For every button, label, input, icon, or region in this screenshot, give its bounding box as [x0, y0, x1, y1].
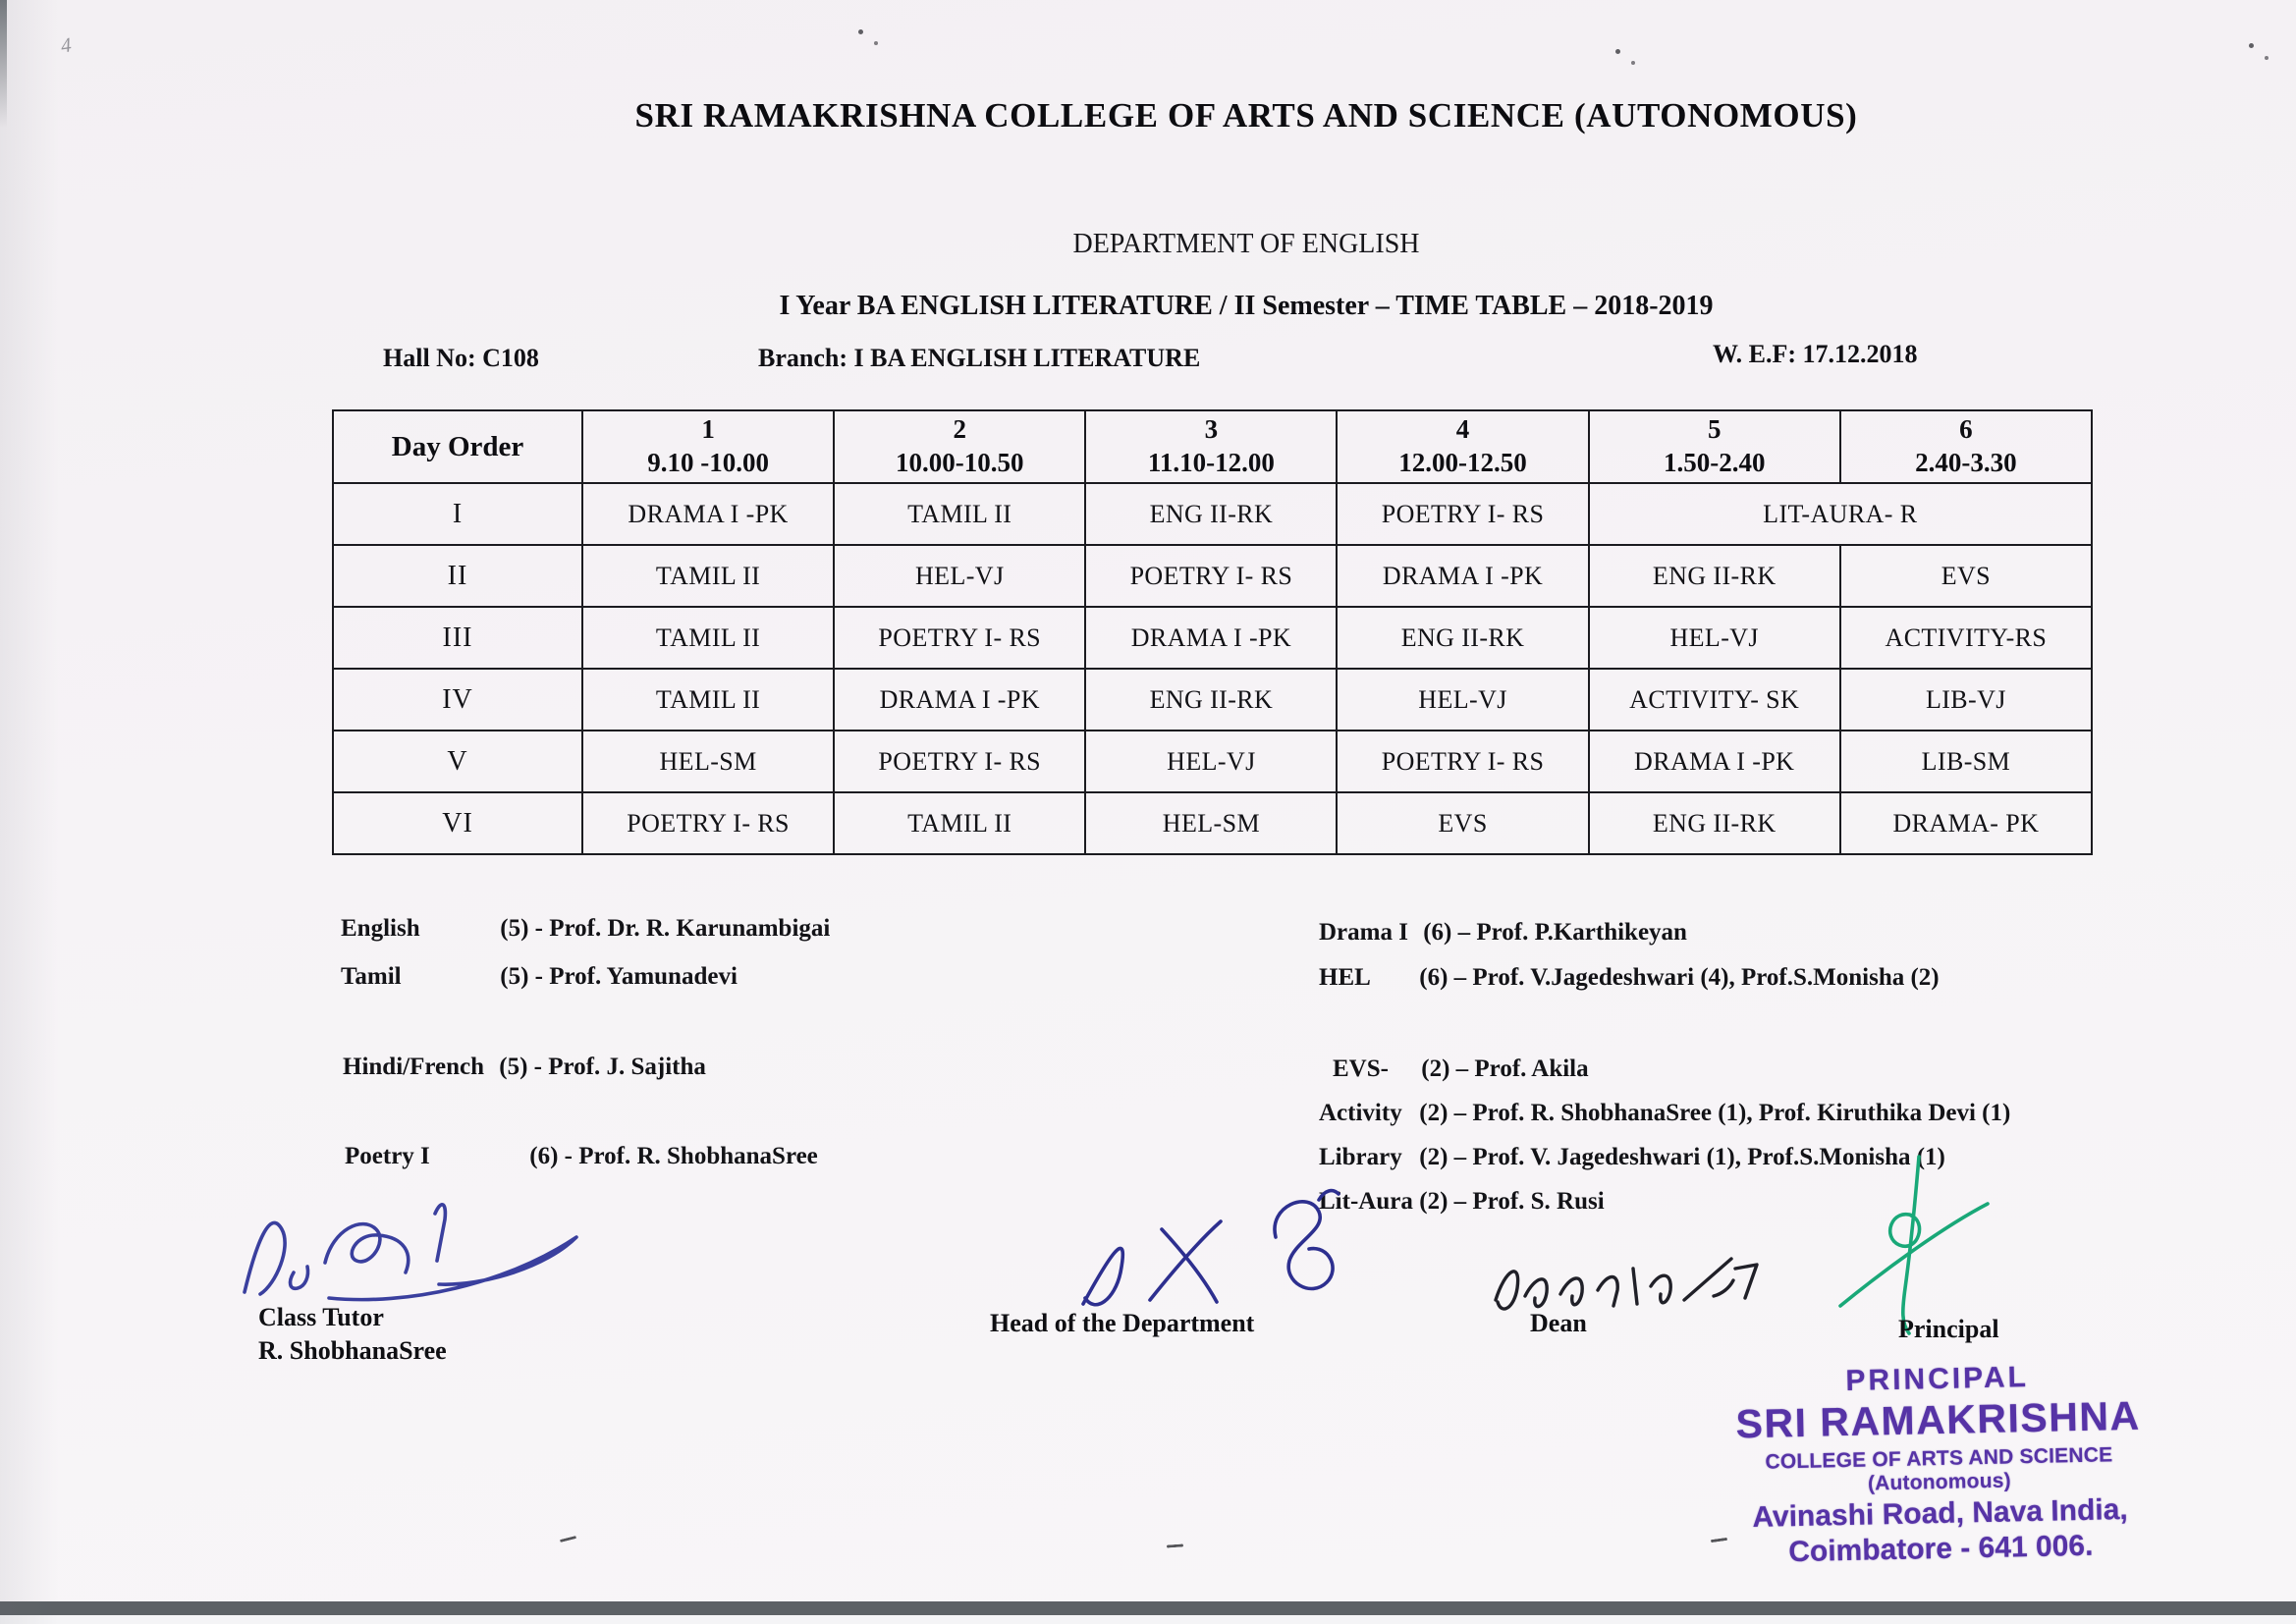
- timetable-cell: DRAMA I -PK: [1337, 545, 1588, 607]
- timetable-cell: ACTIVITY- SK: [1589, 669, 1840, 731]
- period-time: 12.00-12.50: [1398, 448, 1527, 477]
- timetable-row: [333, 669, 2092, 731]
- legend-row-english: [341, 915, 830, 943]
- scan-mark: [560, 1536, 576, 1543]
- legend-staff: (5) - Prof. J. Sajitha: [499, 1054, 706, 1080]
- period-number: 1: [701, 414, 715, 445]
- timetable-cell: TAMIL II: [582, 545, 834, 607]
- day-order-cell: VI: [333, 792, 582, 854]
- scan-edge: [0, 0, 7, 128]
- period-header: [834, 410, 1085, 483]
- stamp-line: Coimbatore - 641 006.: [1787, 1529, 2094, 1569]
- day-order-cell: III: [333, 607, 582, 669]
- period-header: [582, 410, 834, 483]
- stamp-line: PRINCIPAL: [1845, 1361, 2030, 1397]
- timetable-cell: DRAMA- PK: [1840, 792, 2092, 854]
- hod-label: Head of the Department: [990, 1309, 1255, 1337]
- timetable-cell: HEL-VJ: [834, 545, 1085, 607]
- timetable-cell: POETRY I- RS: [582, 792, 834, 854]
- timetable-cell: ENG II-RK: [1589, 545, 1840, 607]
- legend-subject: Library: [1319, 1144, 1402, 1170]
- legend-subject: EVS-: [1333, 1056, 1389, 1082]
- timetable-row: [333, 792, 2092, 854]
- dean-label: Dean: [1530, 1309, 1587, 1337]
- legend-row-hel: [1319, 964, 1940, 992]
- timetable-cell: TAMIL II: [834, 792, 1085, 854]
- timetable-subtitle: I Year BA ENGLISH LITERATURE / II Semester – TIME TABLE – 2018-2019: [779, 291, 1714, 321]
- timetable-row: [333, 483, 2092, 545]
- timetable-cell: ENG II-RK: [1085, 669, 1337, 731]
- timetable-cell: EVS: [1337, 792, 1588, 854]
- timetable-row: [333, 607, 2092, 669]
- class-tutor-label: Class Tutor: [258, 1303, 384, 1331]
- stamp-line: Avinashi Road, Nava India,: [1752, 1492, 2129, 1534]
- legend-row-drama: [1319, 919, 1687, 947]
- legend-row-poetry: [345, 1143, 818, 1170]
- scan-speck: [874, 41, 878, 45]
- timetable-cell: POETRY I- RS: [1337, 483, 1588, 545]
- period-time: 9.10 -10.00: [647, 448, 769, 477]
- legend-row-tamil: [341, 963, 738, 991]
- timetable-cell: POETRY I- RS: [834, 607, 1085, 669]
- timetable-cell: DRAMA I -PK: [582, 483, 834, 545]
- period-time: 10.00-10.50: [895, 448, 1024, 477]
- class-tutor-block: [258, 1301, 447, 1368]
- stamp-line: SRI RAMAKRISHNA: [1735, 1392, 2141, 1447]
- scanner-edge-below: [0, 1615, 2296, 1624]
- timetable-cell: HEL-VJ: [1589, 607, 1840, 669]
- scan-speck: [2249, 43, 2254, 48]
- timetable-cell: TAMIL II: [582, 607, 834, 669]
- legend-staff: (2) – Prof. R. ShobhanaSree (1), Prof. Kiruthika Devi (1): [1419, 1100, 2011, 1126]
- day-order-cell: II: [333, 545, 582, 607]
- legend-subject: English: [341, 915, 420, 942]
- legend-row-activity: [1319, 1100, 2010, 1127]
- timetable-cell: HEL-VJ: [1085, 731, 1337, 792]
- scan-mark: [1167, 1543, 1183, 1547]
- scanner-edge-band: [0, 1601, 2296, 1615]
- scan-speck: [1615, 49, 1620, 54]
- timetable-cell: POETRY I- RS: [1085, 545, 1337, 607]
- timetable-cell: DRAMA I -PK: [834, 669, 1085, 731]
- timetable-cell: EVS: [1840, 545, 2092, 607]
- period-number: 2: [953, 414, 966, 445]
- period-number: 5: [1707, 414, 1722, 445]
- timetable-row: [333, 731, 2092, 792]
- scan-speck: [2265, 56, 2269, 60]
- legend-subject: Hindi/French: [343, 1054, 485, 1080]
- stamp-line: COLLEGE OF ARTS AND SCIENCE (Autonomous): [1765, 1443, 2113, 1495]
- timetable-cell: POETRY I- RS: [1337, 731, 1588, 792]
- period-header: [1589, 410, 1840, 483]
- timetable: [332, 409, 2093, 855]
- legend-staff: (5) - Prof. Yamunadevi: [500, 963, 738, 990]
- class-tutor-name: R. ShobhanaSree: [258, 1336, 447, 1365]
- timetable-cell: TAMIL II: [582, 669, 834, 731]
- day-order-cell: IV: [333, 669, 582, 731]
- legend-staff: (2) – Prof. Akila: [1421, 1056, 1589, 1082]
- scan-speck: [858, 29, 863, 34]
- timetable-row: [333, 545, 2092, 607]
- timetable-cell: DRAMA I -PK: [1085, 607, 1337, 669]
- college-title: SRI RAMAKRISHNA COLLEGE OF ARTS AND SCIENCE (AUTONOMOUS): [634, 96, 1858, 135]
- department-heading: DEPARTMENT OF ENGLISH: [1072, 229, 1420, 259]
- timetable-cell: LIB-VJ: [1840, 669, 2092, 731]
- hod-signature: [1056, 1178, 1399, 1326]
- legend-row-hindi-french: [343, 1054, 706, 1081]
- period-time: 1.50-2.40: [1663, 448, 1766, 477]
- timetable-header-row: [333, 410, 2092, 483]
- dean-signature: [1478, 1239, 1782, 1327]
- class-tutor-signature: [231, 1190, 604, 1308]
- period-number: 6: [1959, 414, 1973, 445]
- timetable-cell: ENG II-RK: [1085, 483, 1337, 545]
- timetable-cell: HEL-SM: [582, 731, 834, 792]
- legend-subject: Drama I: [1319, 919, 1408, 946]
- period-time: 11.10-12.00: [1147, 448, 1275, 477]
- legend-subject: HEL: [1319, 964, 1371, 991]
- principal-stamp: [1689, 1358, 2189, 1572]
- principal-label: Principal: [1898, 1315, 1999, 1343]
- timetable-cell: ACTIVITY-RS: [1840, 607, 2092, 669]
- legend-staff: (5) - Prof. Dr. R. Karunambigai: [500, 915, 831, 942]
- hall-no: Hall No: C108: [383, 344, 539, 372]
- timetable-cell: ENG II-RK: [1589, 792, 1840, 854]
- legend-staff: (2) – Prof. V. Jagedeshwari (1), Prof.S.Monisha (1): [1419, 1144, 1945, 1170]
- legend-staff: (6) – Prof. P.Karthikeyan: [1423, 919, 1687, 946]
- timetable-cell: ENG II-RK: [1337, 607, 1588, 669]
- scan-pen-mark: 4: [59, 32, 74, 58]
- period-header: [1337, 410, 1588, 483]
- legend-staff: (2) – Prof. S. Rusi: [1419, 1188, 1605, 1215]
- day-order-cell: I: [333, 483, 582, 545]
- with-effect-from: W. E.F: 17.12.2018: [1713, 340, 1918, 368]
- timetable-cell: HEL-SM: [1085, 792, 1337, 854]
- period-number: 3: [1204, 414, 1219, 445]
- timetable-cell: TAMIL II: [834, 483, 1085, 545]
- day-order-cell: V: [333, 731, 582, 792]
- legend-staff: (6) – Prof. V.Jagedeshwari (4), Prof.S.Monisha (2): [1419, 964, 1940, 991]
- branch: Branch: I BA ENGLISH LITERATURE: [758, 344, 1201, 372]
- timetable-cell: POETRY I- RS: [834, 731, 1085, 792]
- legend-subject: Lit-Aura: [1319, 1188, 1413, 1215]
- period-header: [1085, 410, 1337, 483]
- period-header: [1840, 410, 2092, 483]
- timetable-cell: LIB-SM: [1840, 731, 2092, 792]
- legend-subject: Activity: [1319, 1100, 1402, 1126]
- period-time: 2.40-3.30: [1915, 448, 2017, 477]
- legend-row-evs: [1319, 1056, 1589, 1083]
- day-order-header: Day Order: [333, 410, 582, 483]
- timetable-cell: LIT-AURA- R: [1589, 483, 2092, 545]
- legend-subject: Poetry I: [345, 1143, 430, 1169]
- scan-speck: [1631, 61, 1635, 65]
- legend-subject: Tamil: [341, 963, 402, 990]
- timetable-cell: DRAMA I -PK: [1589, 731, 1840, 792]
- timetable-cell: HEL-VJ: [1337, 669, 1588, 731]
- legend-staff: (6) - Prof. R. ShobhanaSree: [529, 1143, 818, 1169]
- period-number: 4: [1455, 414, 1470, 445]
